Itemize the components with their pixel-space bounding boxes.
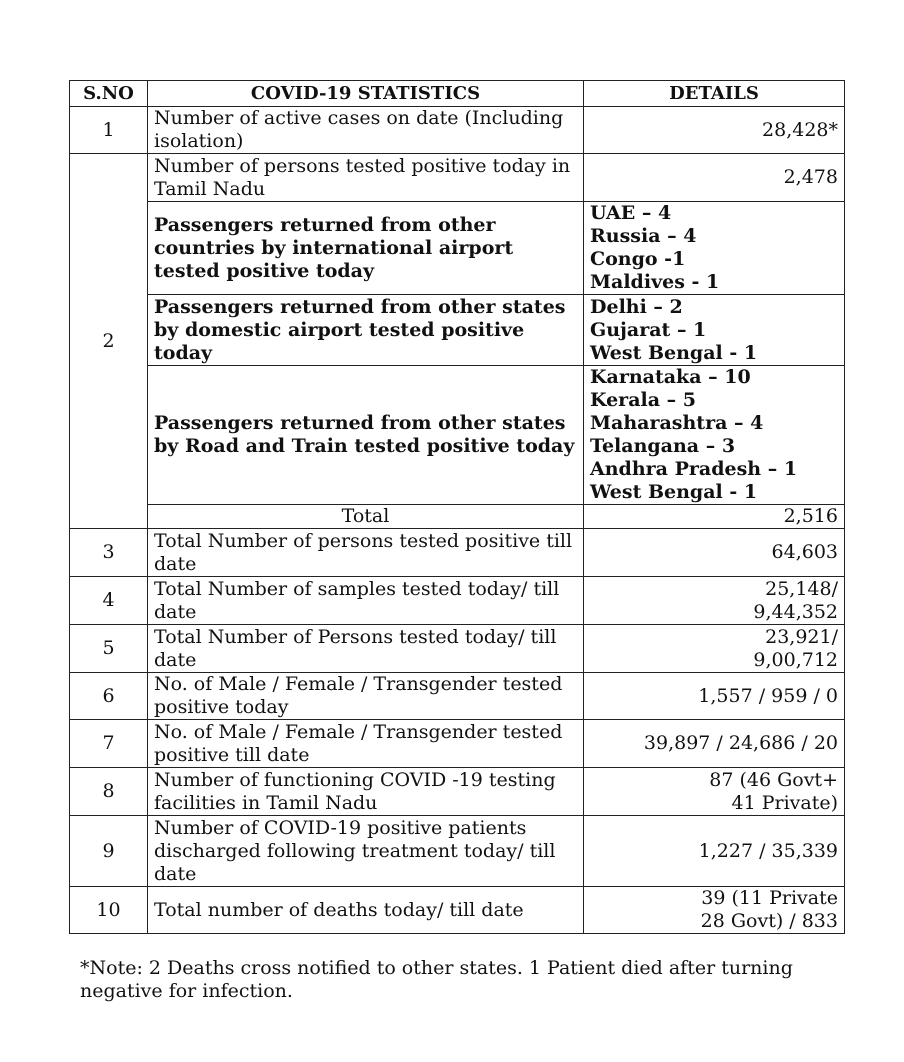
total-value: 2,516 [584,505,845,529]
row-description: Total Number of persons tested positive till date [148,529,584,577]
row-number: 2 [70,154,148,529]
row-number: 5 [70,625,148,673]
table-row [70,202,845,295]
list-item: Gujarat – 1 [590,318,707,341]
row-number: 8 [70,768,148,816]
row-value [584,768,845,816]
row-description: No. of Male / Female / Transgender tested positive today [148,673,584,720]
row-number: 10 [70,887,148,934]
table-row [70,154,845,202]
covid-statistics-table [69,80,845,934]
row-description: No. of Male / Female / Transgender tested positive till date [148,720,584,768]
table-row [70,768,845,816]
row-value: 39,897 / 24,686 / 20 [584,720,845,768]
table-row [70,529,845,577]
list-item: Congo -1 [590,248,686,270]
list-item: Karnataka – 10 [590,366,751,388]
list-item: Delhi – 2 [590,295,683,318]
value-line: 41 Private) [731,791,838,814]
row-description: Number of persons tested positive today in Tamil Nadu [148,154,584,202]
value-line: 39 (11 Private [701,887,838,909]
list-item: UAE – 4 [590,202,672,224]
row-value: 2,478 [584,154,845,202]
list-item: Russia – 4 [590,225,697,247]
list-item: Maldives - 1 [590,271,720,293]
row-number: 9 [70,816,148,887]
row-number: 4 [70,577,148,625]
list-item: Maharashtra – 4 [590,412,764,434]
value-line: 9,44,352 [753,600,838,623]
row-number: 3 [70,529,148,577]
table-row [70,577,845,625]
table-row [70,107,845,154]
total-row [70,505,845,529]
row-description: Total number of deaths today/ till date [148,887,584,934]
total-label: Total [148,505,584,529]
header-details: DETAILS [584,81,845,107]
row-description: Passengers returned from other states by Road and Train tested positive today [148,366,584,505]
list-item: Telangana – 3 [590,435,736,457]
table-row [70,673,845,720]
row-description: Number of active cases on date (Including isolation) [148,107,584,154]
list-item: Kerala – 5 [590,389,696,411]
row-value [584,887,845,934]
header-statistics: COVID-19 STATISTICS [148,81,584,107]
table-row [70,887,845,934]
value-line: 28 Govt) / 833 [700,910,838,932]
value-line: 25,148/ [765,577,838,600]
row-number: 7 [70,720,148,768]
table-row [70,625,845,673]
footnote: *Note: 2 Deaths cross notified to other states. 1 Patient died after turning negative for infection. [80,957,793,1002]
domestic-passenger-list [584,295,845,366]
row-value [584,577,845,625]
row-number: 6 [70,673,148,720]
row-number: 1 [70,107,148,154]
table-row [70,816,845,887]
row-value [584,625,845,673]
table-row [70,366,845,505]
row-description: Passengers returned from other countries by international airport tested positive today [148,202,584,295]
table-header-row [70,81,845,107]
table-row [70,720,845,768]
list-item: West Bengal - 1 [590,481,758,503]
row-description: Total Number of samples tested today/ till date [148,577,584,625]
value-line: 9,00,712 [753,648,838,671]
row-value: 28,428* [584,107,845,154]
row-description: Number of COVID-19 positive patients discharged following treatment today/ till date [148,816,584,887]
row-value: 64,603 [584,529,845,577]
international-passenger-list [584,202,845,295]
row-description: Passengers returned from other states by domestic airport tested positive today [148,295,584,366]
value-line: 87 (46 Govt+ [709,768,838,791]
list-item: Andhra Pradesh – 1 [590,458,798,480]
header-sno: S.NO [70,81,148,107]
row-description: Total Number of Persons tested today/ till date [148,625,584,673]
row-value: 1,557 / 959 / 0 [584,673,845,720]
row-value: 1,227 / 35,339 [584,816,845,887]
value-line: 23,921/ [765,625,838,648]
road-train-passenger-list [584,366,845,505]
list-item: West Bengal - 1 [590,341,758,364]
table-row [70,295,845,366]
row-description: Number of functioning COVID -19 testing facilities in Tamil Nadu [148,768,584,816]
